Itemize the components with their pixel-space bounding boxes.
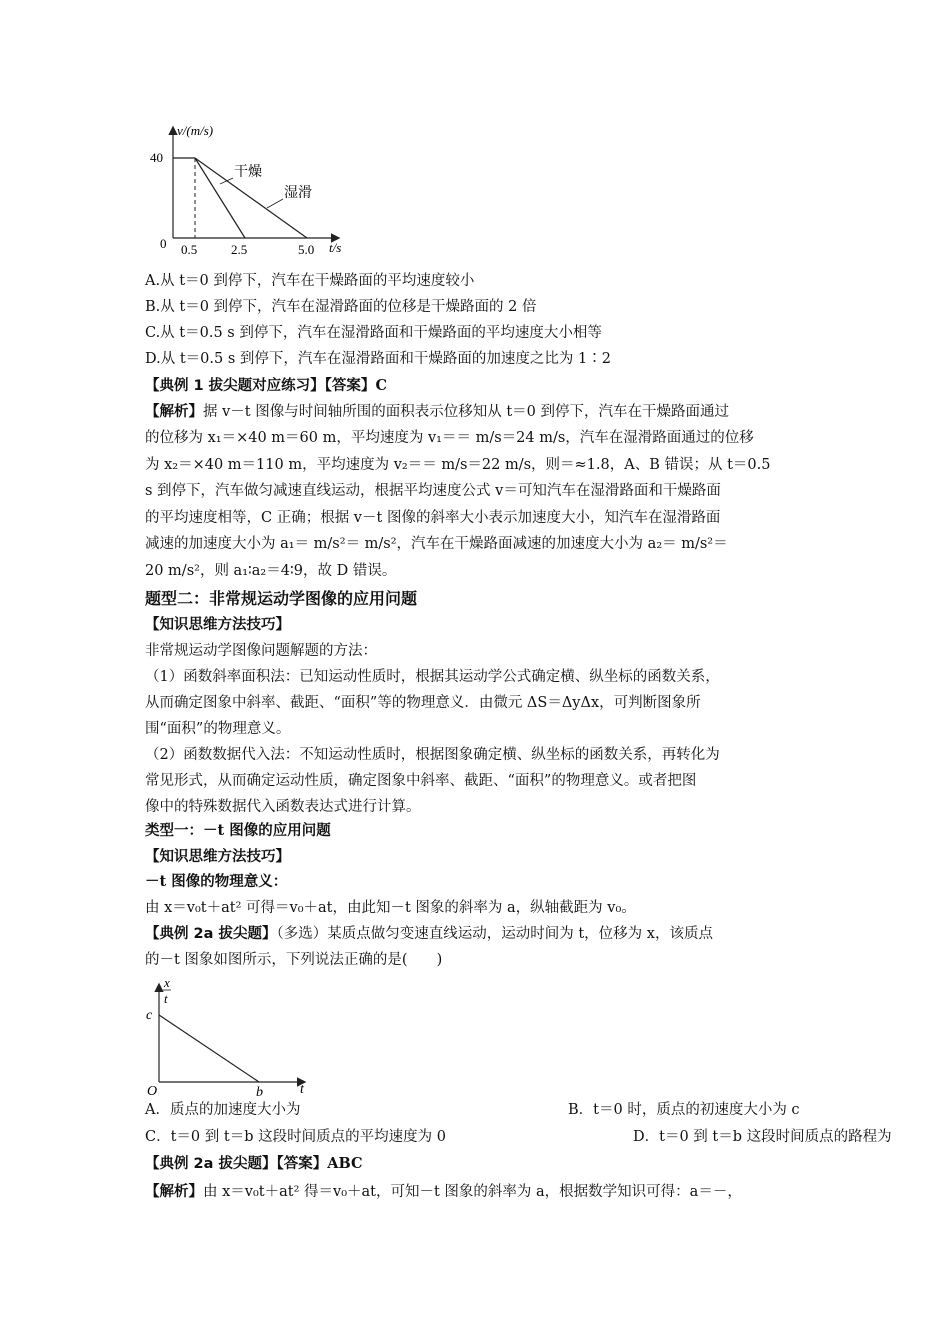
x-axis-t: t — [300, 1082, 304, 1097]
origin-o: O — [147, 1084, 158, 1099]
answer-2 — [145, 1151, 810, 1177]
method-line-5: 常见形式，从而确定运动性质，确定图象中斜率、截距、“面积”的物理意义。或者把图 — [145, 773, 697, 789]
knowledge-heading: 【知识思维方法技巧】 — [145, 617, 290, 633]
method-line-3: 围“面积”的物理意义。 — [145, 721, 291, 737]
analysis-1-line-6: 减速的加速度大小为 a₁＝ m/s²＝ m/s²，汽车在干燥路面减速的加速度大小为 a₂＝ m/s²＝ — [145, 536, 728, 552]
method-line-2: 从而确定图象中斜率、截距、“面积”等的物理意义．由微元 ΔS＝ΔyΔx，可判断图象所 — [145, 695, 701, 711]
vt-graph — [140, 118, 370, 260]
example-2-line-2: 的－t 图象如图所示，下列说法正确的是( ) — [145, 952, 443, 968]
meaning-heading: －t 图像的物理意义： — [145, 873, 288, 890]
example-2-head: 【典例 2a 拔尖题】 — [145, 926, 277, 942]
x-tick-0-5: 0.5 — [181, 242, 198, 257]
y-fraction-top: x — [164, 975, 170, 990]
method-line-1: （1）函数斜率面积法：已知运动性质时，根据其运动学公式确定横、纵坐标的函数关系， — [145, 669, 720, 685]
section-2-title: 题型二：非常规运动学图像的应用问题 — [145, 589, 418, 608]
analysis-1-line-3: 为 x₂＝×40 m＝110 m，平均速度为 v₂＝＝ m/s＝22 m/s，则＝≈1.8，A、B 错误；从 t＝0.5 — [145, 457, 771, 473]
analysis-1-line-2: 的位移为 x₁＝×40 m＝60 m，平均速度为 v₁＝＝ m/s＝24 m/s，汽车在湿滑路面通过的位移 — [145, 430, 754, 446]
method-line-4: （2）函数数据代入法：不知运动性质时，根据图象确定横、纵坐标的函数关系，再转化为 — [145, 747, 720, 763]
option-2-row-1 — [145, 1097, 810, 1123]
option-2d: D．t＝0 到 t＝b 这段时间质点的路程为 — [633, 1129, 892, 1145]
option-1a: A.从 t＝0 到停下，汽车在干燥路面的平均速度较小 — [145, 273, 475, 289]
analysis-1-line-7: 20 m/s²，则 a₁∶a₂＝4∶9，故 D 错误。 — [145, 563, 397, 579]
analysis-2-head: 【解析】 — [145, 1184, 203, 1200]
type-1-title: 类型一：－t 图像的应用问题 — [145, 822, 331, 839]
option-1d: D.从 t＝0.5 s 到停下，汽车在湿滑路面和干燥路面的加速度之比为 1∶2 — [145, 351, 611, 367]
xt-graph — [140, 975, 320, 1100]
origin-label: 0 — [160, 236, 167, 251]
option-2c: C．t＝0 到 t＝b 这段时间质点的平均速度为 0 — [145, 1129, 446, 1145]
label-dry: 干燥 — [234, 165, 262, 180]
intercept-c: c — [146, 1008, 153, 1023]
analysis-1-line-5: 的平均速度相等，C 正确；根据 v－t 图像的斜率大小表示加速度大小，知汽车在湿滑路面 — [145, 510, 721, 526]
y-fraction-bottom: t — [164, 991, 168, 1006]
answer-1 — [145, 373, 810, 399]
label-wet: 湿滑 — [284, 186, 312, 201]
x-tick-5-0: 5.0 — [298, 242, 315, 257]
analysis-1-line-1: 【解析】据 v－t 图像与时间轴所围的面积表示位移知从 t＝0 到停下，汽车在干燥路面通过 — [145, 404, 730, 420]
x-axis-label: t/s — [329, 240, 342, 255]
answer-2-head: 【典例 2a 拔尖题】【答案】 — [145, 1156, 328, 1172]
y-tick-40: 40 — [150, 150, 163, 165]
meaning-text: 由 x＝v₀t＋at² 可得＝v₀＋at，由此知－t 图象的斜率为 a，纵轴截距为 v₀。 — [145, 900, 636, 916]
answer-1-head: 【典例 1 拔尖题对应练习】【答案】 — [145, 378, 376, 394]
point-b: b — [256, 1085, 263, 1100]
method-line-6: 像中的特殊数据代入函数表达式进行计算。 — [145, 799, 421, 815]
wet-leader — [267, 199, 283, 208]
graph-line — [159, 1015, 259, 1082]
analysis-1-head: 【解析】 — [145, 404, 203, 420]
answer-1-value: C — [375, 377, 387, 394]
knowledge-heading-2: 【知识思维方法技巧】 — [145, 849, 290, 865]
method-intro: 非常规运动学图像问题解题的方法： — [145, 643, 377, 659]
analysis-2: 【解析】由 x＝v₀t＋at² 得＝v₀＋at，可知－t 图象的斜率为 a，根据数学知识可得：a＝－， — [145, 1184, 742, 1200]
x-tick-2-5: 2.5 — [231, 242, 248, 257]
option-2b: B．t＝0 时，质点的初速度大小为 c — [568, 1102, 800, 1118]
example-2-line-1: 【典例 2a 拔尖题】（多选）某质点做匀变速直线运动，运动时间为 t，位移为 x，该质点 — [145, 926, 713, 942]
option-1c: C.从 t＝0.5 s 到停下，汽车在湿滑路面和干燥路面的平均速度大小相等 — [145, 325, 602, 341]
analysis-1-line-4: s 到停下，汽车做匀减速直线运动，根据平均速度公式 v＝可知汽车在湿滑路面和干燥路面 — [145, 483, 721, 499]
y-axis-label: v/(m/s) — [177, 123, 214, 138]
option-2a: A．质点的加速度大小为 — [145, 1102, 301, 1118]
option-1b: B.从 t＝0 到停下，汽车在湿滑路面的位移是干燥路面的 2 倍 — [145, 299, 537, 315]
answer-2-value: ABC — [327, 1155, 363, 1172]
option-2-row-2 — [145, 1124, 892, 1150]
